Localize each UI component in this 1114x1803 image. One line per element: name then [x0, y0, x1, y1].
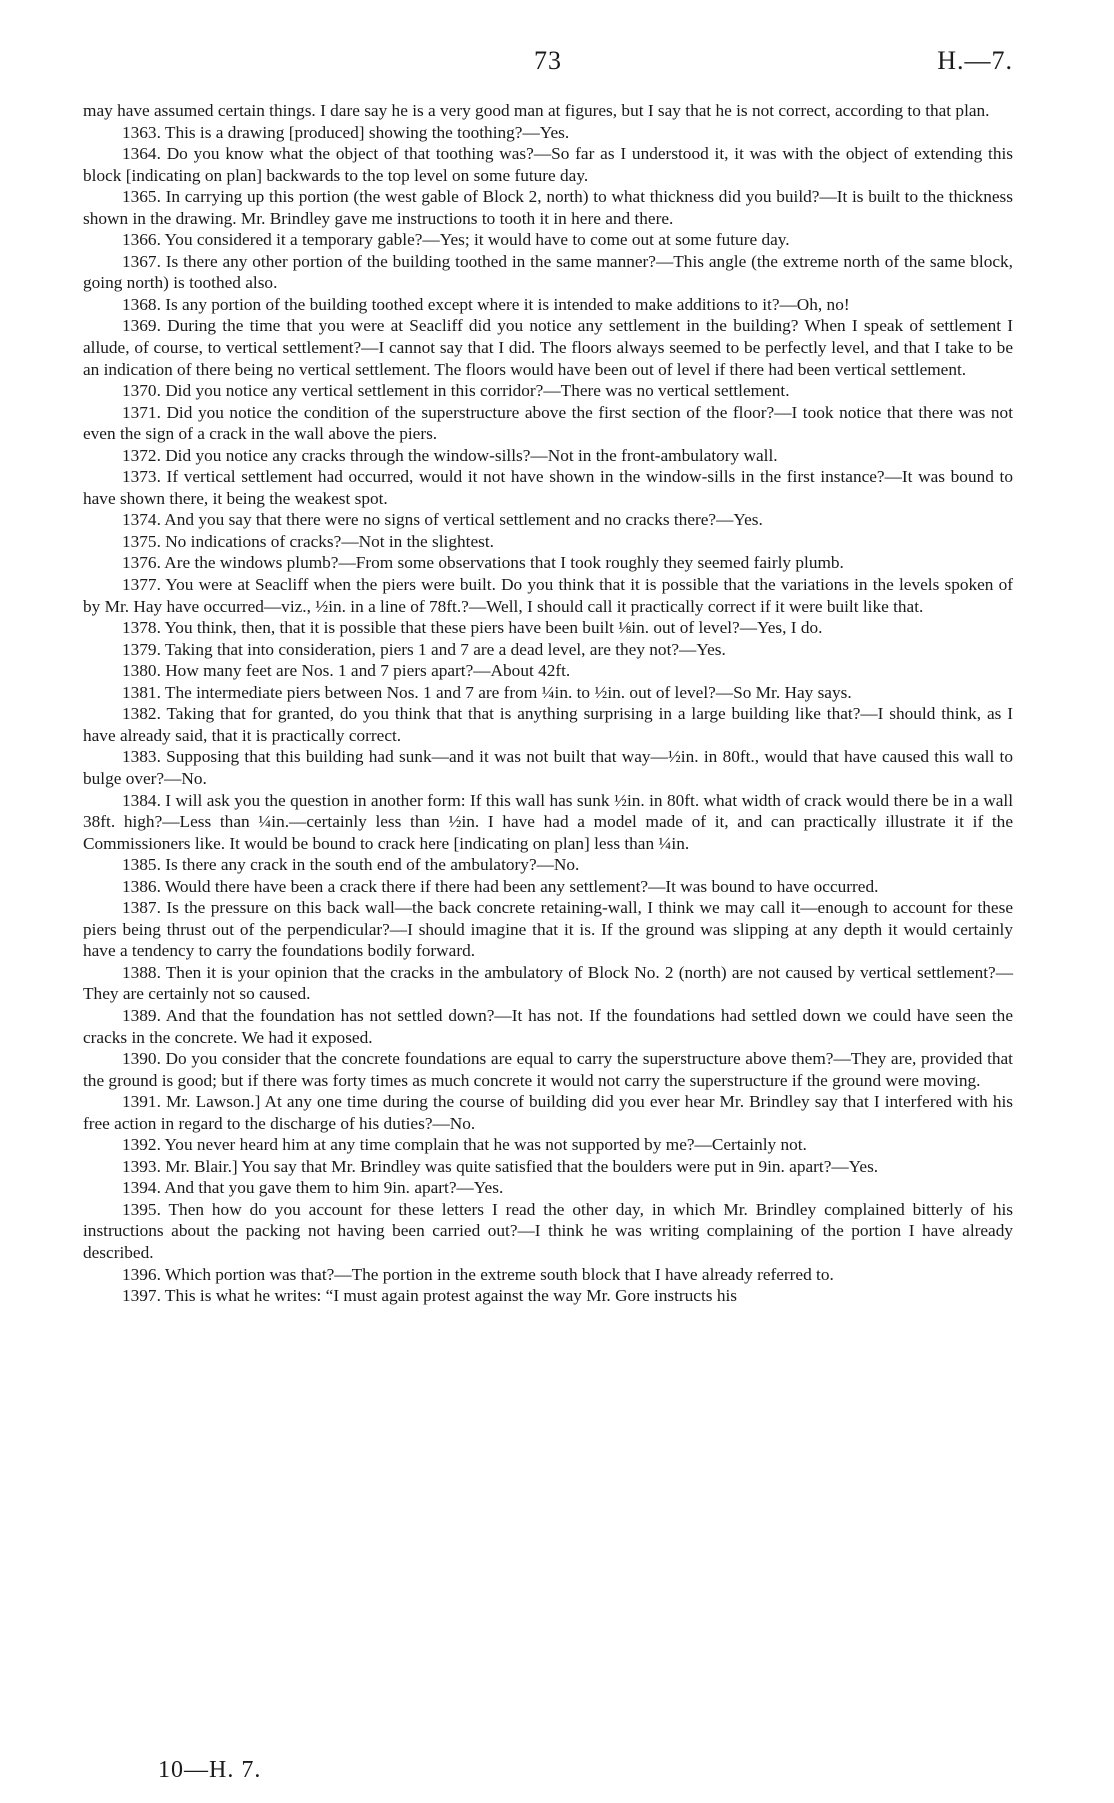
document-reference: H.—7. — [937, 46, 1013, 75]
question-paragraph: 1395. Then how do you account for these letters I read the other day, in which Mr. Brindley complained bitterly of his instructions about the packing not having been carried out?—I think he was writing complaining of the portion I have already described. — [83, 1199, 1013, 1262]
question-paragraph: 1388. Then it is your opinion that the cracks in the ambulatory of Block No. 2 (north) are not caused by vertical settlement?—They are certainly not so caused. — [83, 962, 1013, 1004]
question-paragraph: 1367. Is there any other portion of the building toothed in the same manner?—This angle (the extreme north of the same block, going north) is toothed also. — [83, 251, 1013, 293]
question-paragraph: 1383. Supposing that this building had sunk—and it was not built that way—½in. in 80ft., would that have caused this wall to bulge over?—No. — [83, 747, 1013, 788]
question-paragraph: 1370. Did you notice any vertical settlement in this corridor?—There was no vertical settlement. — [122, 381, 790, 401]
question-paragraph: 1386. Would there have been a crack there if there had been any settlement?—It was bound to have occurred. — [122, 876, 879, 896]
question-paragraph: 1373. If vertical settlement had occurred, would it not have shown in the window-sills in the first instance?—It was bound to have shown there, it being the weakest spot. — [83, 467, 1013, 508]
signature-reference: 10—H. 7. — [158, 1757, 262, 1783]
question-paragraph: 1382. Taking that for granted, do you think that that is anything surprising in a large building like that?—I should think, as I have already said, that it is practically correct. — [83, 704, 1013, 745]
page-header — [83, 46, 1013, 86]
question-paragraph: 1390. Do you consider that the concrete foundations are equal to carry the superstructure above them?—They are, provided that the ground is good; but if there was forty times as much concrete it would not carry the superstructure if the ground were moving. — [83, 1049, 1013, 1090]
question-paragraph: 1384. I will ask you the question in another form: If this wall has sunk ½in. in 80ft. what width of crack would there be in a wall 38ft. high?—Less than ¼in.—certainly less than ½in. I have had a model made of it, and can practically illustrate it if the Commissioners like. It would be bound to crack here [indicating on plan] less than ¼in. — [83, 790, 1013, 853]
question-paragraph: 1396. Which portion was that?—The portion in the extreme south block that I have already referred to. — [122, 1264, 834, 1284]
question-paragraph: 1385. Is there any crack in the south end of the ambulatory?—No. — [122, 855, 580, 875]
question-paragraph: 1380. How many feet are Nos. 1 and 7 piers apart?—About 42ft. — [122, 661, 571, 681]
question-paragraph: 1371. Did you notice the condition of the superstructure above the first section of the floor?—I took notice that there was not even the sign of a crack in the wall above the piers. — [83, 402, 1013, 444]
question-paragraph: 1368. Is any portion of the building toothed except where it is intended to make additions to it?—Oh, no! — [122, 294, 850, 314]
question-paragraph: 1363. This is a drawing [produced] showing the toothing?—Yes. — [122, 122, 570, 142]
question-paragraph: 1391. Mr. Lawson.] At any one time during the course of building did you ever hear Mr. Brindley say that I interfered with his free action in regard to the discharge of his duties?—No. — [83, 1092, 1013, 1133]
question-paragraph: 1389. And that the foundation has not settled down?—It has not. If the foundations had settled down we could have seen the cracks in the concrete. We had it exposed. — [83, 1005, 1013, 1047]
question-paragraph: 1372. Did you notice any cracks through the window-sills?—Not in the front-ambulatory wall. — [122, 445, 778, 465]
question-paragraph: 1387. Is the pressure on this back wall—the back concrete retaining-wall, I think we may call it—enough to account for these piers being thrust out of the perpendicular?—I should imagine that it is. If the ground was slipping at any depth it would certainly have a tendency to carry the foundations bodily forward. — [83, 898, 1013, 961]
question-paragraph: 1397. This is what he writes: “I must again protest against the way Mr. Gore instructs his — [122, 1286, 737, 1306]
continued-paragraph: may have assumed certain things. I dare say he is a very good man at figures, but I say that he is not correct, according to that plan. — [83, 101, 990, 120]
page-number: 73 — [534, 46, 562, 75]
question-paragraph: 1364. Do you know what the object of that toothing was?—So far as I understood it, it was with the object of extending this block [indicating on plan] backwards to the top level on some future day. — [83, 144, 1013, 185]
question-paragraph: 1369. During the time that you were at Seacliff did you notice any settlement in the building? When I speak of settlement I allude, of course, to vertical settlement?—I cannot say that I did. The floors always seemed to be perfectly level, and that I take to be an indication of there being no vertical settlement. The floors would have been out of level if there had been vertical settlement. — [83, 316, 1013, 379]
question-paragraph: 1378. You think, then, that it is possible that these piers have been built ⅛in. out of level?—Yes, I do. — [122, 618, 823, 638]
evidence-text — [83, 100, 1013, 1307]
question-paragraph: 1374. And you say that there were no signs of vertical settlement and no cracks there?—Yes. — [122, 510, 763, 530]
question-paragraph: 1377. You were at Seacliff when the piers were built. Do you think that it is possible that the variations in the levels spoken of by Mr. Hay have occurred—viz., ½in. in a line of 78ft.?—Well, I should call it practically correct if it were built like that. — [83, 575, 1013, 616]
question-paragraph: 1393. Mr. Blair.] You say that Mr. Brindley was quite satisfied that the boulders were put in 9in. apart?—Yes. — [122, 1156, 879, 1176]
question-paragraph: 1366. You considered it a temporary gable?—Yes; it would have to come out at some future day. — [122, 230, 790, 250]
question-paragraph: 1394. And that you gave them to him 9in. apart?—Yes. — [122, 1178, 504, 1198]
question-paragraph: 1379. Taking that into consideration, piers 1 and 7 are a dead level, are they not?—Yes. — [122, 639, 726, 659]
question-paragraph: 1392. You never heard him at any time complain that he was not supported by me?—Certainly not. — [122, 1135, 807, 1155]
question-paragraph: 1365. In carrying up this portion (the west gable of Block 2, north) to what thickness did you build?—It is built to the thickness shown in the drawing. Mr. Brindley gave me instructions to tooth it in here and there. — [83, 187, 1013, 228]
question-paragraph: 1375. No indications of cracks?—Not in the slightest. — [122, 531, 494, 551]
question-paragraph: 1376. Are the windows plumb?—From some observations that I took roughly they seemed fairly plumb. — [122, 553, 844, 573]
question-paragraph: 1381. The intermediate piers between Nos. 1 and 7 are from ¼in. to ½in. out of level?—So Mr. Hay says. — [122, 682, 852, 702]
